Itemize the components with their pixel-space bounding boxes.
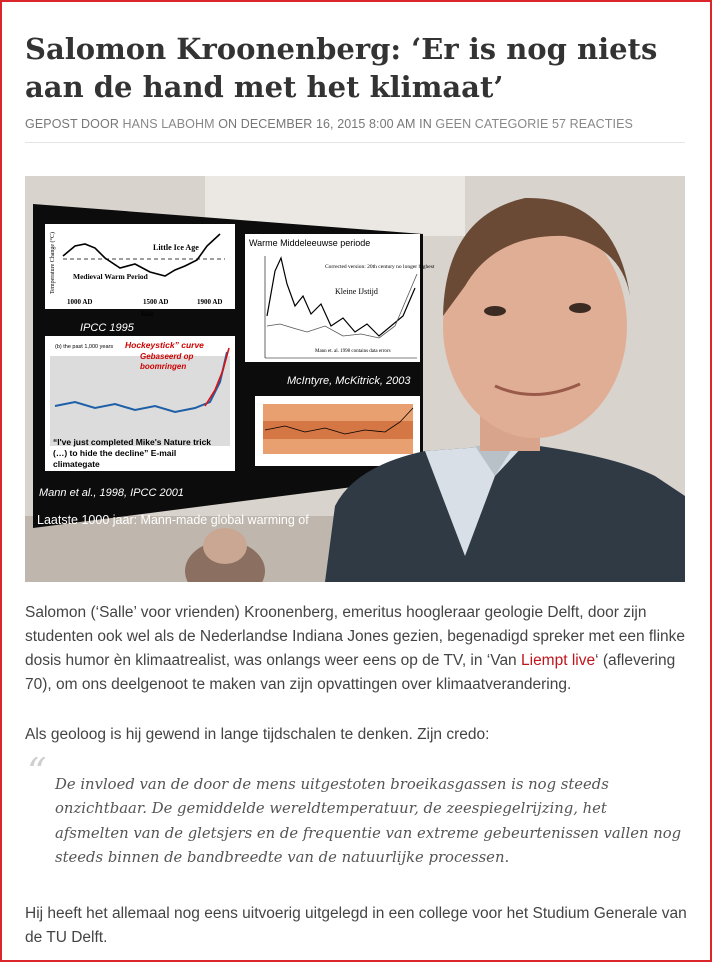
quote-mark-icon: “ [27,750,47,794]
article-meta [25,117,695,131]
ipcc1995-lia-label: Little Ice Age [153,243,199,252]
hockeystick-quote-1: “I've just completed Mike's Nature trick [53,437,212,447]
paragraph-intro-text-end: ‘ (aflevering 70), om ons deelgenoot te maken van zijn opvattingen over klimaatverandering. [25,652,676,693]
ipcc1995-mwp-label: Medieval Warm Period [73,272,148,281]
mcintyre-lia: Kleine IJstijd [335,287,378,296]
posted-by-label: GEPOST DOOR [25,117,119,131]
ipcc1995-xlabel: Year [140,310,154,318]
on-label: ON [218,117,238,131]
paragraph-intro-text: Salomon (‘Salle’ voor vrienden) Kroonenberg, emeritus hoogleraar geologie Delft, door zijn studenten ook wel als de Nederlandse Indiana Jones gezien, begenadigd spreker met een flinke dosis humor èn klimaatrealist, was onlangs weer eens op de TV, in ‘Van [25,604,686,669]
liempt-live-link[interactable]: Liempt live [521,652,596,669]
mcintyre-corrected: Corrected version: 20th century no longer highest [325,264,435,270]
article-title: Salomon Kroonenberg: ‘Er is nog niets aan de hand met het klimaat’ [25,32,658,104]
ipcc1995-caption: IPCC 1995 [80,322,134,334]
in-label: IN [419,117,432,131]
category-link[interactable]: GEEN CATEGORIE [435,117,549,131]
hockeystick-label2: Gebaseerd op [140,352,194,361]
mcintyre-mann: Mann et. al. 1998 contains data errors [315,349,391,354]
paragraph-college: Hij heeft het allemaal nog eens uitvoerig uitgelegd in een college voor het Studium Generale van de TU Delft. [25,905,687,946]
hockeystick-quote-2: (…) to hide the decline” E-mail [53,448,177,458]
ipcc1995-xtick-3: 1900 AD [197,298,223,306]
screen-footer: Laatste 1000 jaar: Mann-made global warming of [37,513,309,527]
author-link[interactable]: HANS LABOHM [122,117,215,131]
hockeystick-header: (b) the past 1,000 years [55,344,114,350]
mcintyre-caption: McIntyre, McKitrick, 2003 [287,375,411,387]
mcintyre-title: Warme Middeleeuwse periode [249,238,371,248]
ipcc1995-ylabel: Temperature Change (°C) [50,232,56,294]
hockeystick-label3: boomringen [140,362,187,371]
hero-image [25,176,685,582]
meta-divider [25,142,685,143]
hockeystick-label: Hockeystick” curve [125,340,204,350]
paragraph-credo: Als geoloog is hij gewend in lange tijdschalen te denken. Zijn credo: [25,726,490,743]
ipcc1995-xtick-2: 1500 AD [143,298,169,306]
paragraph-intro [25,601,690,697]
comments-link[interactable]: 57 REACTIES [551,117,633,131]
post-date: DECEMBER 16, 2015 8:00 AM [240,117,416,131]
hockeystick-caption: Mann et al., 1998, IPCC 2001 [39,487,184,499]
hockeystick-quote-3: climategate [53,459,100,469]
ipcc1995-xtick-1: 1000 AD [67,298,93,306]
blockquote: De invloed van de door de mens uitgestoten broeikasgassen is nog steeds onzichtbaar. De gemiddelde wereldtemperatuur, de zeespiegelrijzing, het afsmelten van de gletsjers en de frequentie van extreme gebeurtenissen vallen nog steeds binnen de bandbreedte van de natuurlijke processen. [55,776,682,866]
